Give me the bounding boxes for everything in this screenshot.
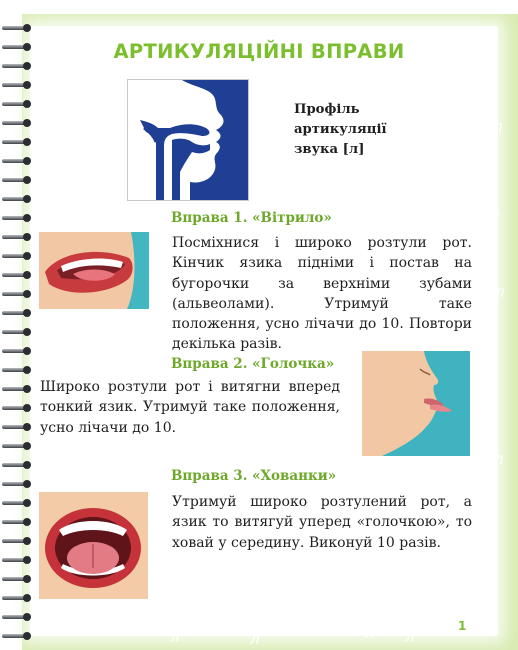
page-number: 1 [458, 619, 467, 633]
spiral-ring [2, 632, 32, 639]
spiral-ring [2, 518, 32, 525]
decor-letter: л [494, 450, 504, 468]
exercise-1-heading: Вправа 1. «Вітрило» [171, 210, 332, 226]
decor-letter: л [493, 118, 503, 136]
exercise-2-text: Широко розтули рот і витягни вперед тонкий язик. Утримуй таке положення, усно лічачи до 10. [40, 379, 340, 436]
spiral-ring [2, 290, 32, 297]
spiral-ring [2, 176, 32, 183]
spiral-ring [2, 100, 32, 107]
decor-letter: л [490, 206, 500, 224]
spiral-ring [2, 157, 32, 164]
spiral-ring [2, 195, 32, 202]
decor-letter: л [170, 628, 180, 646]
exercise-2-image [362, 351, 470, 456]
spiral-ring [2, 119, 32, 126]
exercise-2-heading: Вправа 2. «Голочка» [171, 356, 335, 372]
decor-letter: л [489, 532, 499, 550]
spiral-ring [2, 62, 32, 69]
profile-caption: Профіль артикуляції звука [л] [294, 102, 387, 157]
spiral-ring [2, 404, 32, 411]
articulation-profile-image [127, 79, 249, 201]
spiral-ring [2, 385, 32, 392]
spiral-ring [2, 24, 32, 31]
spiral-ring [2, 613, 32, 620]
spiral-ring [2, 214, 32, 221]
exercise-3-heading: Вправа 3. «Хованки» [171, 468, 337, 484]
spiral-ring [2, 252, 32, 259]
spiral-ring [2, 480, 32, 487]
spiral-ring [2, 537, 32, 544]
decor-letter: л [405, 628, 415, 646]
spiral-ring [2, 347, 32, 354]
decor-letter: л [365, 624, 375, 642]
spiral-ring [2, 328, 32, 335]
spiral-ring [2, 594, 32, 601]
spiral-ring [2, 442, 32, 449]
exercise-3-text: Утримуй широко розтулений рот, а язик то витягуй уперед «голочкою», то ховай у середину. Виконуй 10 разів. [172, 494, 472, 551]
spiral-ring [2, 499, 32, 506]
spiral-ring [2, 461, 32, 468]
spiral-ring [2, 556, 32, 563]
spiral-ring [2, 81, 32, 88]
decor-letter: л [250, 630, 260, 648]
page-title: АРТИКУЛЯЦІЙНІ ВПРАВИ [113, 40, 405, 63]
spiral-ring [2, 271, 32, 278]
decor-letter: л [488, 58, 498, 76]
decor-letter: л [320, 24, 330, 42]
spiral-ring [2, 366, 32, 373]
exercise-1-image [39, 232, 149, 309]
spiral-ring [2, 138, 32, 145]
spiral-ring [2, 575, 32, 582]
exercise-1-text: Посміхнися і широко розтули рот. Кінчик язика підніми і постав на бугорочки за верхніми зубами (альвеолами). Утримуй таке положення, усно лічачи до 10. Повтори декілька разів. [172, 235, 472, 353]
decor-letter: л [488, 368, 498, 386]
spiral-binding [0, 0, 40, 650]
exercise-3-image [39, 492, 148, 599]
spiral-ring [2, 423, 32, 430]
spiral-ring [2, 309, 32, 316]
spiral-ring [2, 233, 32, 240]
decor-letter: л [495, 283, 505, 301]
